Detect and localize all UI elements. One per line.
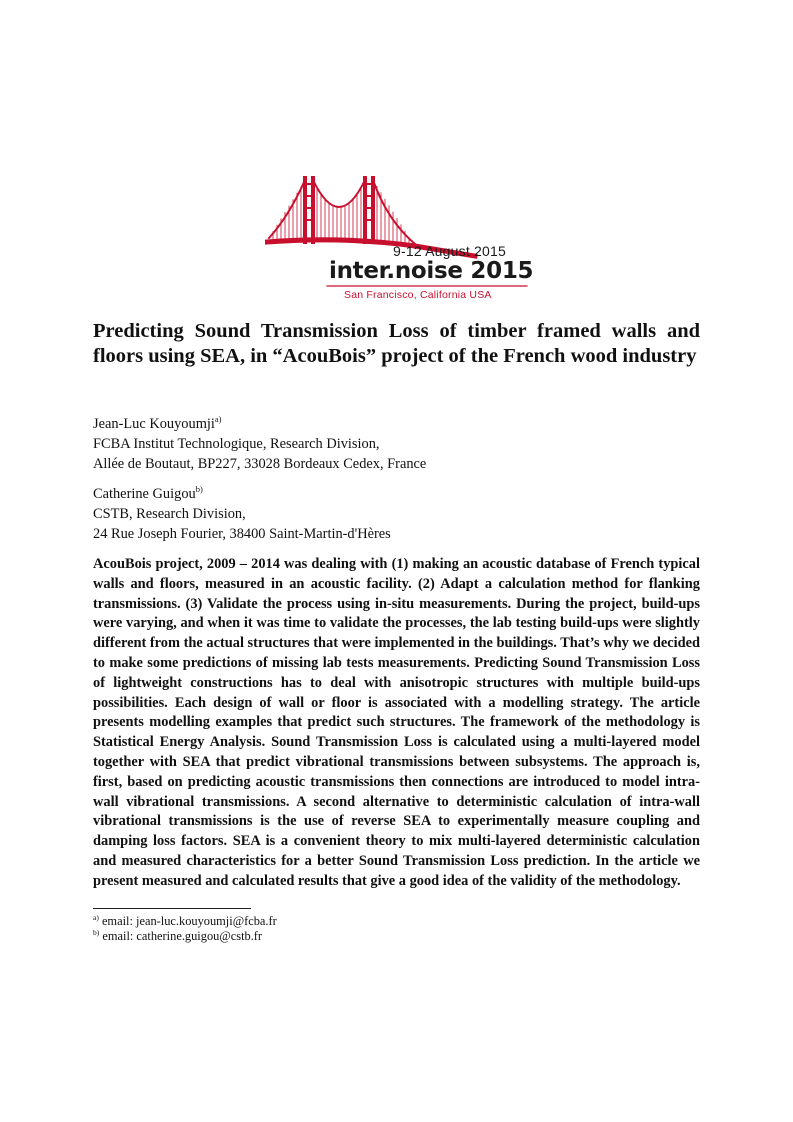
author-block xyxy=(93,484,713,544)
author-block xyxy=(93,414,713,474)
paper-title: Predicting Sound Transmission Loss of timber framed walls and floors using SEA, in “AcouBois” project of the French wood industry xyxy=(93,320,700,367)
footnote-marker: b) xyxy=(93,928,100,937)
footnote-email: email: catherine.guigou@cstb.fr xyxy=(102,929,263,943)
author-name: Catherine Guigou xyxy=(93,486,196,502)
footnote xyxy=(93,929,262,944)
footnote-email: email: jean-luc.kouyoumji@fcba.fr xyxy=(101,914,277,928)
author-address: Allée de Boutaut, BP227, 33028 Bordeaux Cedex, France xyxy=(93,456,427,472)
conference-date: 9-12 August 2015 xyxy=(393,243,506,259)
author-address: 24 Rue Joseph Fourier, 38400 Saint-Martin-d'Hères xyxy=(93,526,391,542)
author-name-line xyxy=(93,414,713,434)
author-name: Jean-Luc Kouyoumji xyxy=(93,416,215,432)
footnote-marker: a) xyxy=(93,913,99,922)
author-affiliation: FCBA Institut Technologique, Research Division, xyxy=(93,436,380,452)
footnote xyxy=(93,914,277,929)
conference-logo xyxy=(265,176,535,306)
author-affiliation: CSTB, Research Division, xyxy=(93,506,246,522)
golden-gate-bridge-icon xyxy=(265,176,535,306)
conference-location: San Francisco, California USA xyxy=(344,289,492,301)
conference-name: inter.noise 2015 xyxy=(329,258,534,284)
author-marker: a) xyxy=(214,414,222,424)
author-marker: b) xyxy=(195,484,203,494)
abstract: AcouBois project, 2009 – 2014 was dealing with (1) making an acoustic database of French typical walls and floors, measured in an acoustic facility. (2) Adapt a calculation method for flanking transmissions. (3) Validate the process using in-situ measurements. During the project, build-ups were varying, and when it was time to validate the processes, the lab testing build-ups were slightly different from the actual structures that were implemented in the buildings. That’s why we decided to make some predictions of missing lab tests measurements. Predicting Sound Transmission Loss of lightweight constructions has to deal with anisotropic structures with multiple build-ups possibilities. Each design of wall or floor is associated with a modelling strategy. The article presents modelling examples that predict such structures. The framework of the methodology is Statistical Energy Analysis. Sound Transmission Loss is calculated using a multi-layered model together with SEA that predict vibrational transmissions between subsystems. The approach is, first, based on predicting acoustic transmissions then connections are introduced to model intra-wall vibrational transmissions. A second alternative to deterministic calculation of intra-wall vibrational transmissions is the use of reverse SEA to experimentally measure coupling and damping loss factors. SEA is a convenient theory to mix multi-layered deterministic calculation and measured characteristics for a better Sound Transmission Loss prediction. In the article we present measured and calculated results that give a good idea of the validity of the methodology. xyxy=(93,556,700,889)
author-name-line xyxy=(93,484,713,504)
footnote-divider xyxy=(93,908,251,909)
